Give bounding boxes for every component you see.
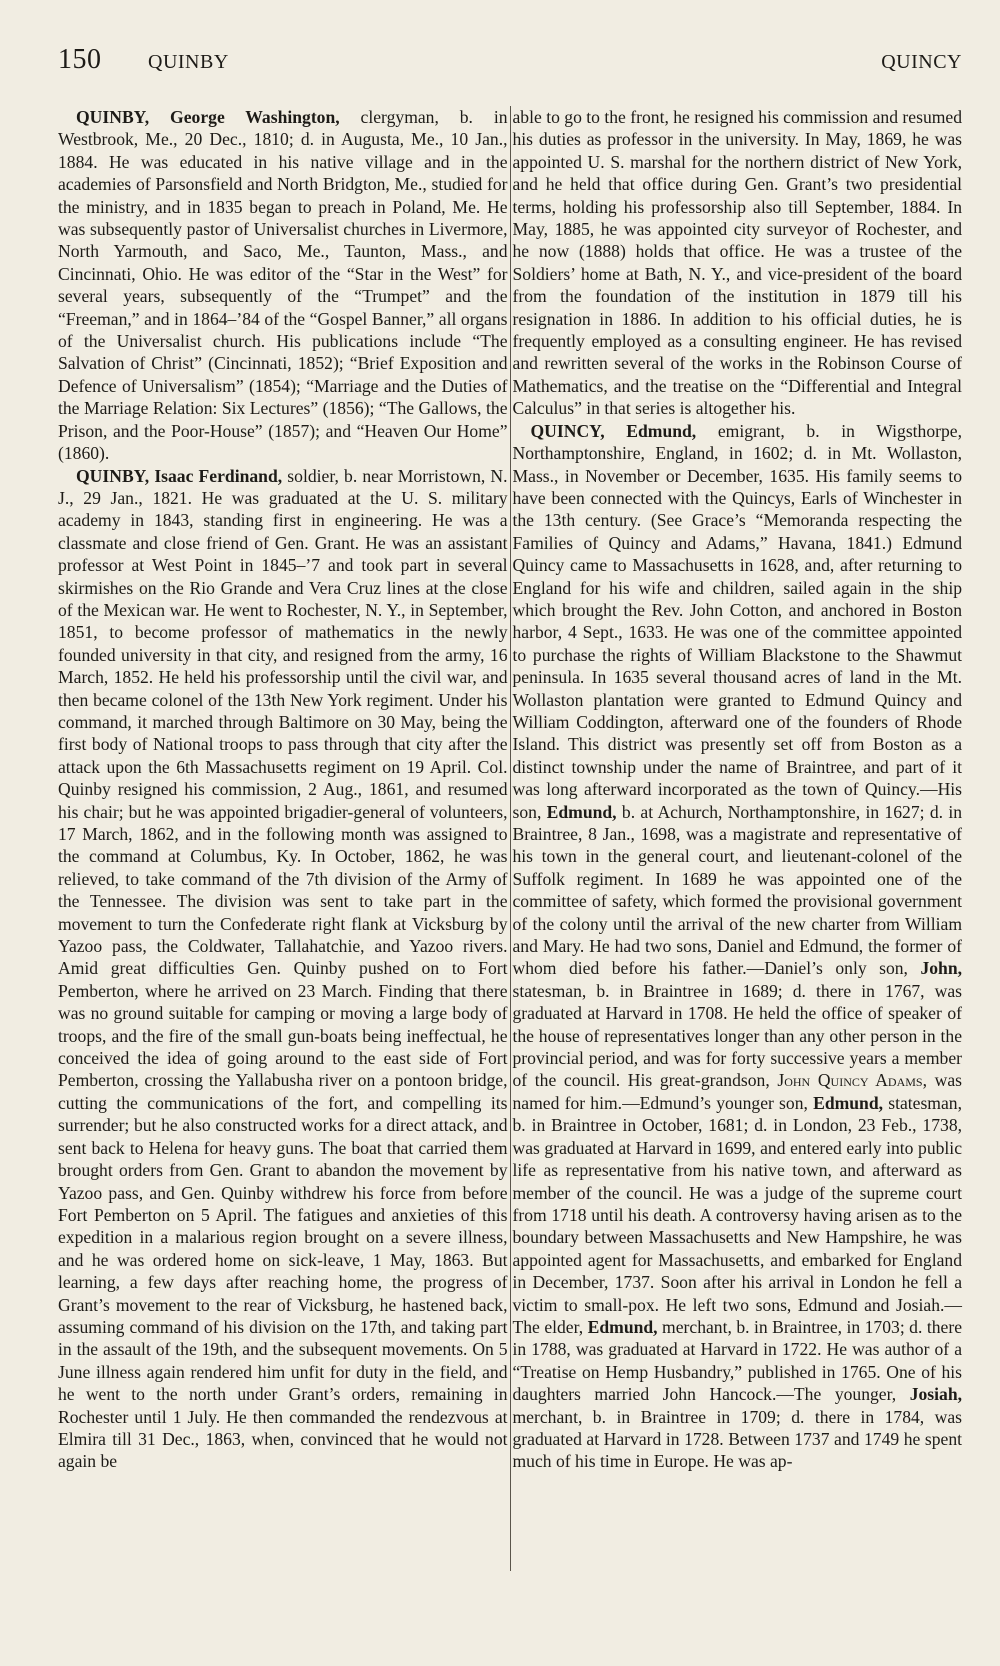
sub-headword: Edmund, [546, 801, 617, 822]
entry-text: statesman, b. in Braintree in 1689; d. there in 1767, was graduated at Harvard in 1708. He held the office of speaker of the house of representatives longer than any other person in the provincial period, and was for forty successive years a member of the council. His great-grandson, [512, 980, 963, 1091]
sub-headword: Josiah, [909, 1384, 963, 1405]
right-column [513, 106, 963, 1571]
entry-text: merchant, b. in Braintree in 1709; d. there in 1784, was graduated at Harvard in 1728. Between 1737 and 1749 he spent much of his time in Europe. He was ap- [512, 1406, 963, 1472]
entry-text: soldier, b. near Morristown, N. J., 29 Jan., 1821. He was graduated at the U. S. military academy in 1843, standing first in engineering. He was a classmate and close friend of Gen. Grant. He was an assistant professor at West Point in 1845–’7 and took part in several skirmishes on the Rio Grande and Vera Cruz lines at the close of the Mexican war. He went to Rochester, N. Y., in September, 1851, to become professor of mathematics in the newly founded university in that city, and resigned from the army, 16 March, 1852. He held his professorship until the civil war, and then became colonel of the 13th New York regiment. Under his command, it marched through Baltimore on 30 May, being the first body of National troops to pass through that city after the attack upon the 6th Massachusetts regiment on 19 April. Col. Quinby resigned his commission, 2 Aug., 1861, and resumed his chair; but he was appointed brigadier-general of volunteers, 17 March, 1862, and in the following month was assigned to the command at Columbus, Ky. In October, 1862, he was relieved, to take command of the 7th division of the Army of the Tennessee. The division was sent to take part in the movement to turn the Confederate right flank at Vicksburg by Yazoo pass, the Coldwater, Tallahatchie, and Yazoo rivers. Amid great difficulties Gen. Quinby pushed on to Fort Pemberton, where he arrived on 23 March. Finding that there was no ground suitable for camping or moving a large body of troops, and the fire of the small gun-boats being ineffectual, he conceived the idea of going around to the east side of Fort Pemberton, crossing the Yallabusha river on a pontoon bridge, cutting the communications of the fort, and compelling its surrender; but he also constructed works for a direct attack, and sent back to Helena for heavy guns. The boat that carried them brought orders from Gen. Grant to abandon the movement by Yazoo pass, and Gen. Quinby withdrew his force from before Fort Pemberton on 5 April. The fatigues and anxieties of this expedition in a malarious region brought on a severe illness, and he was ordered home on sick-leave, 1 May, 1863. But learning, a few days after reaching home, the progress of Grant’s movement to the rear of Vicksburg, he hastened back, assuming command of his division on the 17th, and taking part in the assault of the 19th, and the subsequent movements. On 5 June illness again rendered him unfit for duty in the field, and he went to the north under Grant’s orders, remaining in Rochester until 1 July. He then commanded the rendezvous at Elmira till 31 Dec., 1863, when, convinced that he would not again be [58, 465, 508, 1472]
page-number: 150 [58, 44, 102, 75]
left-column [58, 106, 508, 1571]
cross-reference: John Quincy Adams, [777, 1070, 928, 1091]
entry-text: b. at Achurch, Northamptonshire, in 1627; d. in Braintree, 8 Jan., 1698, was a magistrate and representative of his town in the general court, and lieutenant-colonel of the Suffolk regiment. In 1689 he was appointed one of the committee of safety, which formed the provisional government of the colony until the arrival of the new charter from William and Mary. He had two sons, Daniel and Edmund, the former of whom died before his father.—Daniel’s only son, [512, 801, 963, 979]
entry-quinby-george [58, 106, 508, 465]
sub-headword: John, [920, 958, 963, 979]
sub-headword: Edmund, [813, 1092, 884, 1113]
running-head-right: QUINCY [881, 51, 962, 73]
running-head-left: QUINBY [148, 51, 229, 73]
entry-headword: QUINCY, Edmund, [530, 420, 697, 441]
entry-text: merchant, b. in Braintree, in 1703; d. there in 1788, was graduated at Harvard in 1722. He was author of a “Treatise on Hemp Husbandry,” published in 1765. One of his daughters married John Hancock.—The younger, [512, 1316, 963, 1405]
entry-continuation: able to go to the front, he resigned his commission and resumed his duties as professor in the university. In May, 1869, he was appointed U. S. marshal for the northern district of New York, and he held that office during Gen. Grant’s two presidential terms, holding his professorship also till September, 1884. In May, 1885, he was appointed city surveyor of Rochester, and he now (1888) holds that office. He was a trustee of the Soldiers’ home at Bath, N. Y., and vice-president of the board from the foundation of the institution in 1879 till his resignation in 1886. In addition to his official duties, he is frequently employed as a consulting engineer. He has revised and rewritten several of the works in the Robinson Course of Mathematics, and the treatise on the “Differential and Integral Calculus” in that series is altogether his. [512, 107, 963, 419]
entry-quinby-isaac [58, 465, 508, 1473]
entry-quincy-edmund [513, 420, 963, 1473]
entry-text: emigrant, b. in Wigsthorpe, Northamptonshire, England, in 1602; d. in Mt. Wollaston, Mass., in November or December, 1635. His family seems to have been connected with the Quincys, Earls of Winchester in the 13th century. (See Grace’s “Memoranda respecting the Families of Quincy and Adams,” Havana, 1841.) Edmund Quincy came to Massachusetts in 1628, and, after returning to England for his wife and children, sailed again in the ship which brought the Rev. John Cotton, and anchored in Boston harbor, 4 Sept., 1633. He was one of the committee appointed to purchase the rights of William Blackstone to the Shawmut peninsula. In 1635 several thousand acres of land in the Mt. Wollaston plantation were granted to Edmund Quincy and William Coddington, afterward one of the founders of Rhode Island. This district was presently set off from Boston as a distinct township under the name of Braintree, and part of it was long afterward incorporated as the town of Quincy.—His son, [512, 420, 963, 822]
entry-text: was named for him.—Edmund’s younger son, [512, 1070, 963, 1113]
entry-text: statesman, b. in Braintree in October, 1681; d. in London, 23 Feb., 1738, was graduated at Harvard in 1699, and entered early into public life as representative from his native town, and afterward as member of the council. He was a judge of the supreme court from 1718 until his death. A controversy having arisen as to the boundary between Massachusetts and New Hampshire, he was appointed agent for Massachusetts, and embarked for England in December, 1737. Soon after his arrival in London he fell a victim to small-pox. He left two sons, Edmund and Josiah.—The elder, [512, 1092, 963, 1337]
text-columns [58, 106, 962, 1571]
entry-headword: QUINBY, George Washington, [76, 107, 340, 127]
page-header [58, 44, 962, 86]
sub-headword: Edmund, [587, 1316, 658, 1337]
entry-headword: QUINBY, Isaac Ferdinand, [76, 465, 283, 486]
entry-text: clergyman, b. in Westbrook, Me., 20 Dec., 1810; d. in Augusta, Me., 10 Jan., 1884. He was educated in his native village and in the academies of Parsonsfield and North Bridgton, Me., studied for the ministry, and in 1835 began to preach in Poland, Me. He was subsequently pastor of Universalist churches in Livermore, North Yarmouth, and Saco, Me., Taunton, Mass., and Cincinnati, Ohio. He was editor of the “Star in the West” for several years, subsequently of the “Trumpet” and the “Freeman,” and in 1864–’84 of the “Gospel Banner,” all organs of the Universalist church. His publications include “The Salvation of Christ” (Cincinnati, 1852); “Brief Exposition and Defence of Universalism” (1854); “Marriage and the Duties of the Marriage Relation: Six Lectures” (1856); “The Gallows, the Prison, and the Poor-House” (1857); and “Heaven Our Home” (1860). [58, 107, 508, 464]
column-divider [510, 106, 511, 1571]
